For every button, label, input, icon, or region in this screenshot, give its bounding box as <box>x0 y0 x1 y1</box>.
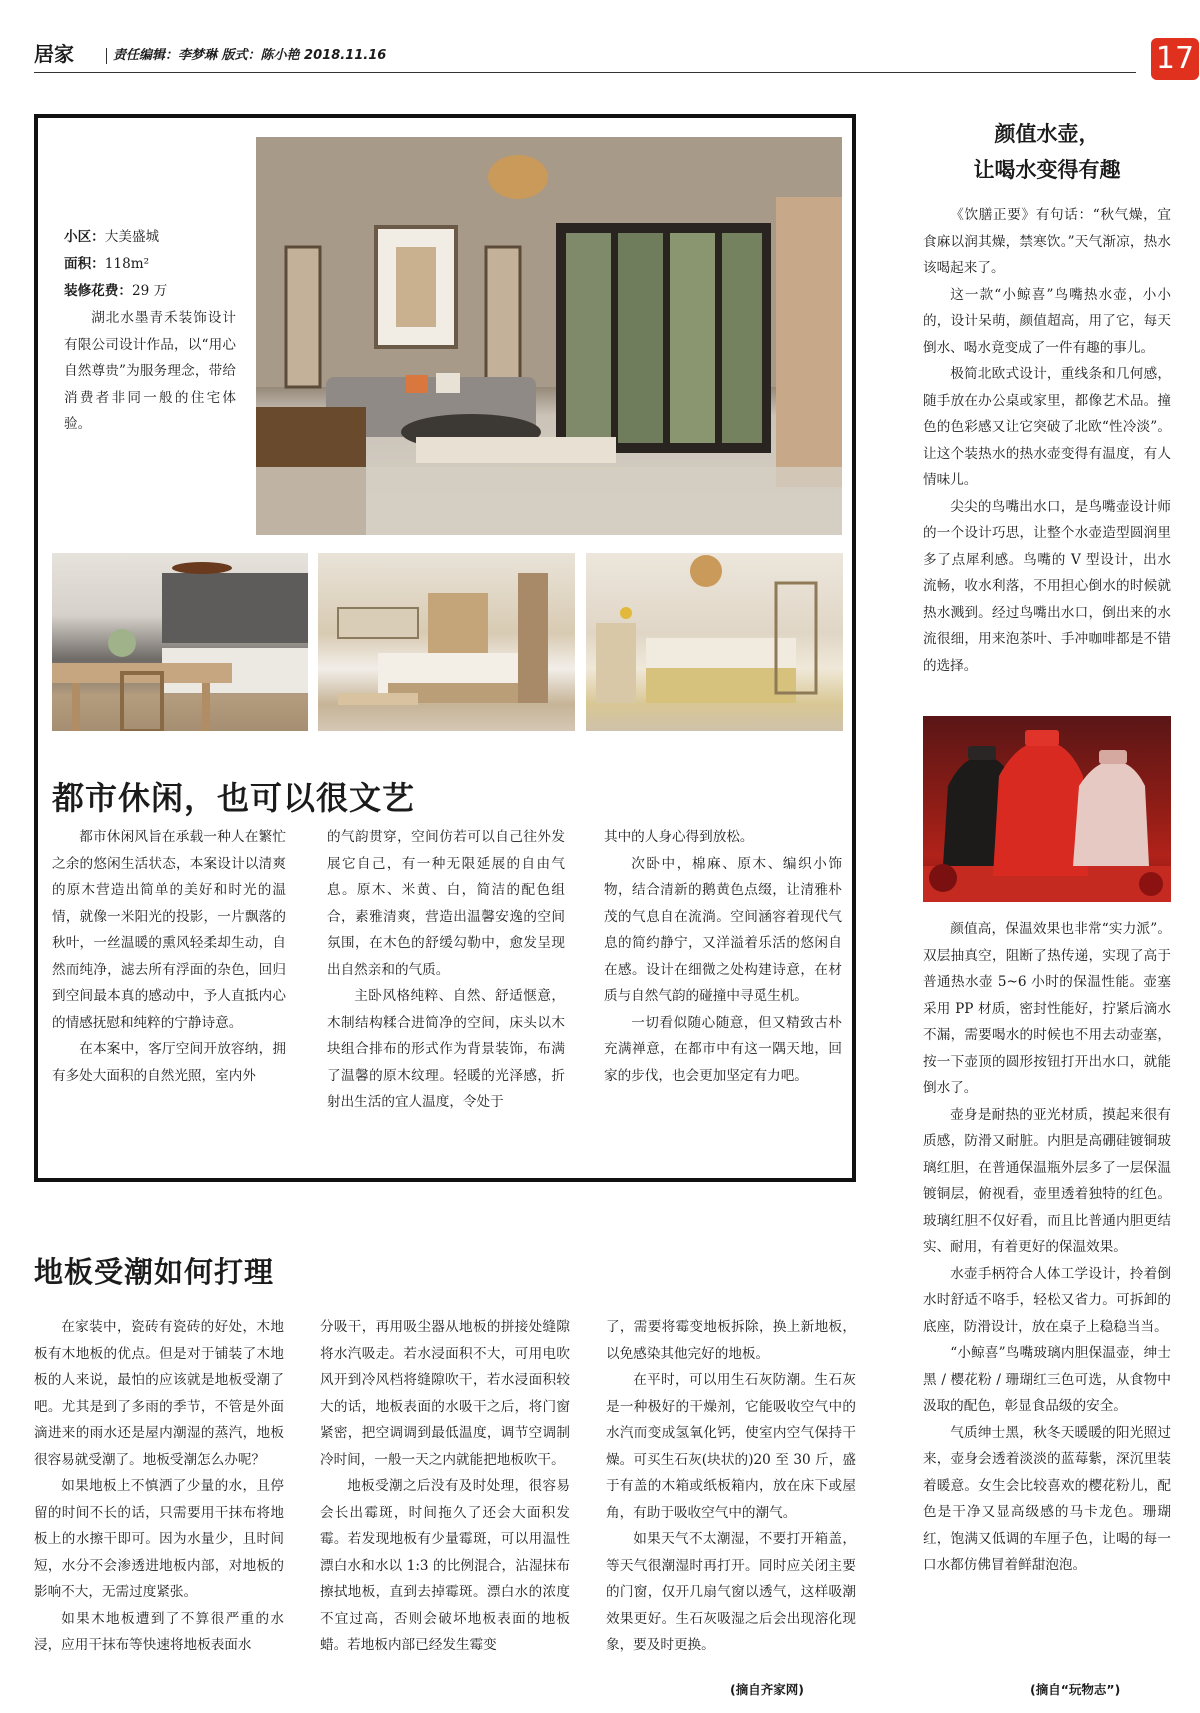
info-area: 面积：118m² <box>64 256 150 272</box>
paragraph: 这一款“小鲸喜”鸟嘴热水壶，小小的，设计呆萌，颜值超高，用了它，每天倒水、喝水竟变成了一件有趣的事儿。 <box>923 286 1171 356</box>
feature-column-1 <box>52 824 286 1089</box>
paragraph: 气质绅士黑，秋冬天暖暖的阳光照过来，壶身会透着淡淡的蓝莓紫，深沉里装着暖意。女生会比较喜欢的樱花粉儿，配色是干净又显高级感的马卡龙色。珊瑚红，饱满又低调的车厘子色，让喝的每一口水都仿佛冒着鲜甜泡泡。 <box>923 1424 1171 1573</box>
kitchen-photo <box>52 553 308 731</box>
header-divider <box>106 48 107 64</box>
paragraph: 地板受潮之后没有及时处理，很容易会长出霉斑，时间拖久了还会大面积发霉。若发现地板有少量霉斑，可以用温性漂白水和水以 1:3 的比例混合，沾湿抹布擦拭地板，直到去掉霉斑。漂白水的浓度不宜过高，否则会破坏地板表面的地板蜡。若地板内部已经发生霉变 <box>320 1478 570 1653</box>
floor-column-3 <box>606 1314 856 1659</box>
paragraph: 次卧中，棉麻、原木、编织小饰物，结合清新的鹅黄色点缀，让清雅朴茂的气息自在流淌。空间涵容着现代气息的简约静宁，又洋溢着乐活的悠闲自在感。设计在细微之处构建诗意，在材质与自然气韵的碰撞中寻觅生机。 <box>604 855 842 1004</box>
sidebar-title <box>923 116 1171 188</box>
page-header <box>34 38 1195 76</box>
paragraph: 如果地板上不慎洒了少量的水，且停留的时间不长的话，只需要用干抹布将地板上的水擦干即可。因为水量少，且时间短，水分不会渗透进地板内部，对地板的影响不大，无需过度紧张。 <box>34 1478 284 1600</box>
info-description: 湖北水墨青禾装饰设计有限公司设计作品，以“用心自然尊贵”为服务理念，带给消费者非同一般的住宅体验。 <box>64 310 236 432</box>
paragraph: 主卧风格纯粹、自然、舒适惬意，木制结构糅合进简净的空间，床头以木块组合排布的形式作为背景装饰，布满了温馨的原木纹理。轻暖的光泽感，折射出生活的宜人温度，令处于 <box>327 988 565 1110</box>
paragraph: 分吸干，再用吸尘器从地板的拼接处缝隙将水汽吸走。若水浸面积不大，可用电吹风开到冷风档将缝隙吹干，若水浸面积较大的话，地板表面的水吸干之后，将门窗紧密，把空调调到最低温度，调节空调制冷时间，一般一天之内就能把地板吹干。 <box>320 1319 570 1468</box>
paragraph: 了，需要将霉变地板拆除，换上新地板，以免感染其他完好的地板。 <box>606 1319 856 1362</box>
paragraph: 壶身是耐热的亚光材质，摸起来很有质感，防滑又耐脏。内胆是高硼硅镀铜玻璃红胆，在普通保温瓶外层多了一层保温镀铜层，俯视看，壶里透着独特的红色。玻璃红胆不仅好看，而且比普通内胆更结实、耐用，有着更好的保温效果。 <box>923 1106 1171 1255</box>
info-community: 小区：大美盛城 <box>64 229 160 245</box>
living-room-photo <box>256 137 842 535</box>
sidebar-title-line1: 颜值水壶， <box>994 121 1100 146</box>
kettle-photo <box>923 716 1171 902</box>
paragraph: 极简北欧式设计，重线条和几何感，随手放在办公桌或家里，都像艺术品。撞色的色彩感又让它突破了北欧“性冷淡”。让这个装热水的热水壶变得有温度，有人情味儿。 <box>923 366 1171 488</box>
paragraph: 《饮膳正要》有句话：“秋气燥，宜食麻以润其燥，禁寒饮。”天气渐凉，热水该喝起来了。 <box>923 207 1171 276</box>
sidebar-text-top <box>923 202 1171 679</box>
paragraph: 都市休闲风旨在承载一种人在繁忙之余的悠闲生活状态，本案设计以清爽的原木营造出简单的美好和时光的温情，就像一米阳光的投影，一片飘落的秋叶，一丝温暖的熏风轻柔却生动，自然而纯净，滤去所有浮面的杂色，回归到空间最本真的感动中，予人直抵内心的情感抚慰和纯粹的宁静诗意。 <box>52 829 286 1031</box>
paragraph: “小鲸喜”鸟嘴玻璃内胆保温壶，绅士黑 / 樱花粉 / 珊瑚红三色可选，从食物中汲取的配色，彰显食品级的安全。 <box>923 1345 1171 1414</box>
header-rule <box>34 72 1136 73</box>
paragraph: 的气韵贯穿，空间仿若可以自己往外发展它自己，有一种无限延展的自由气息。原木、米黄、白，简洁的配色组合，素雅清爽，营造出温馨安逸的空间氛围，在木色的舒缓勾勒中，愈发呈现出自然亲和的气质。 <box>327 829 565 978</box>
feature-title: 都市休闲，也可以很文艺 <box>52 779 416 817</box>
paragraph: 如果木地板遭到了不算很严重的水浸，应用干抹布等快速将地板表面水 <box>34 1610 284 1653</box>
feature-column-3 <box>604 824 842 1089</box>
floor-column-2 <box>320 1314 570 1659</box>
sidebar-source: (摘自“玩物志”) <box>1030 1682 1121 1697</box>
paragraph: 如果天气不太潮湿，不要打开箱盖，等天气很潮湿时再打开。同时应关闭主要的门窗，仅开几扇气窗以透气，这样吸潮效果更好。生石灰吸湿之后会出现溶化现象，要及时更换。 <box>606 1531 856 1653</box>
paragraph: 在本案中，客厅空间开放容纳，拥有多处大面积的自然光照，室内外 <box>52 1041 286 1084</box>
editor-credits <box>100 44 386 64</box>
sidebar-text-bottom <box>923 916 1171 1579</box>
floor-column-1 <box>34 1314 284 1659</box>
floor-source: (摘自齐家网) <box>730 1682 804 1697</box>
sidebar-title-line2: 让喝水变得有趣 <box>973 157 1121 182</box>
credits-text: 责任编辑：李梦琳 版式：陈小艳 2018.11.16 <box>113 48 387 63</box>
paragraph: 水壶手柄符合人体工学设计，拎着倒水时舒适不咯手，轻松又省力。可拆卸的底座，防滑设计，放在桌子上稳稳当当。 <box>923 1265 1171 1335</box>
master-bedroom-photo <box>318 553 575 731</box>
info-cost: 装修花费：29 万 <box>64 283 168 299</box>
paragraph: 尖尖的鸟嘴出水口，是鸟嘴壶设计师的一个设计巧思，让整个水壶造型圆润里多了点犀利感。鸟嘴的 V 型设计，出水流畅，收水利落，不用担心倒水的时候就热水溅到。经过鸟嘴出水口，倒出来的水流很细，用来泡茶叶、手冲咖啡都是不错的选择。 <box>923 498 1171 674</box>
project-info <box>64 224 236 438</box>
second-bedroom-photo <box>586 553 843 731</box>
page-number: 17 <box>1151 38 1199 80</box>
floor-article-title: 地板受潮如何打理 <box>34 1255 275 1289</box>
paragraph: 在平时，可以用生石灰防潮。生石灰是一种极好的干燥剂，它能吸收空气中的水汽而变成氢氧化钙，使室内空气保持干燥。可买生石灰(块状的)20 至 30 斤，盛于有盖的木箱或纸板箱内，放在床下或屋角，有助于吸收空气中的潮气。 <box>606 1372 856 1521</box>
paragraph: 颜值高，保温效果也非常“实力派”。双层抽真空，阻断了热传递，实现了高于普通热水壶 5~6 小时的保温性能。壶塞采用 PP 材质，密封性能好，拧紧后滴水不漏，需要喝水的时候也不用去动壶塞，按一下壶顶的圆形按钮打开出水口，就能倒水了。 <box>923 921 1171 1096</box>
feature-column-2 <box>327 824 565 1116</box>
paragraph: 一切看似随心随意，但又精致古朴充满禅意，在都市中有这一隅天地，回家的步伐，也会更加坚定有力吧。 <box>604 1014 842 1084</box>
section-name: 居家 <box>34 42 74 66</box>
paragraph: 在家装中，瓷砖有瓷砖的好处，木地板有木地板的优点。但是对于铺装了木地板的人来说，最怕的应该就是地板受潮了吧。尤其是到了多雨的季节，不管是外面滴进来的雨水还是屋内潮湿的蒸汽，地板很容易就受潮了。地板受潮怎么办呢？ <box>34 1319 284 1468</box>
paragraph: 其中的人身心得到放松。 <box>604 829 754 845</box>
